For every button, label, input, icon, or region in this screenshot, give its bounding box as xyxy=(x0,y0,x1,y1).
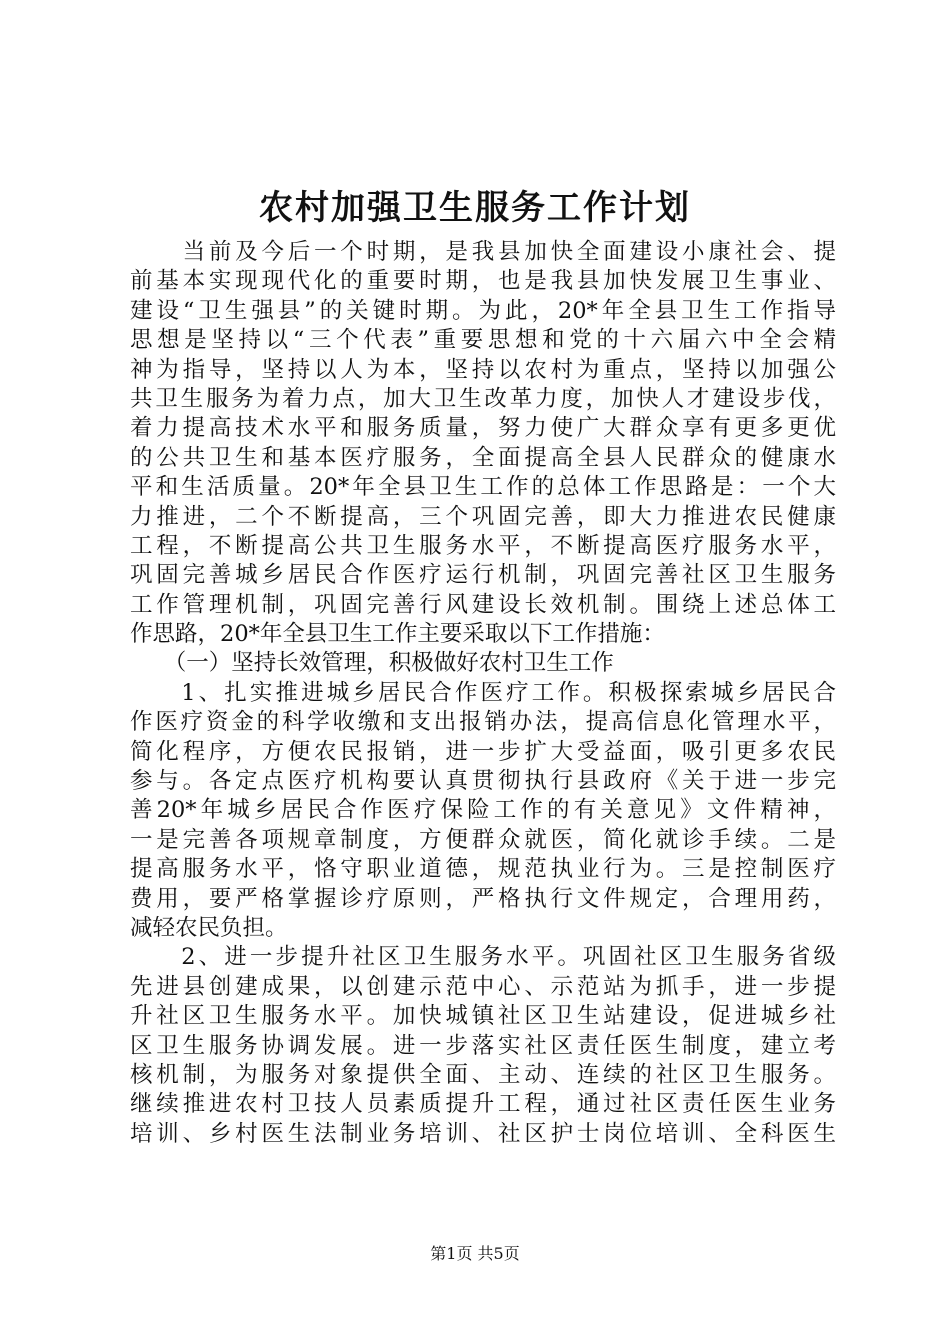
text-line: 培训、乡村医生法制业务培训、社区护士岗位培训、全科医生 xyxy=(130,1120,836,1147)
text-line: 着力提高技术水平和服务质量，努力使广大群众享有更多更优 xyxy=(130,415,836,442)
text-line: 2、进一步提升社区卫生服务水平。巩固社区卫生服务省级 xyxy=(130,944,836,971)
text-line: 作思路，20*年全县卫生工作主要采取以下工作措施： xyxy=(130,621,665,648)
text-line: 力推进，二个不断提高，三个巩固完善，即大力推进农民健康 xyxy=(130,503,836,530)
text-line: 的公共卫生和基本医疗服务，全面提高全县人民群众的健康水 xyxy=(130,444,836,471)
text-line: 前基本实现现代化的重要时期，也是我县加快发展卫生事业、 xyxy=(130,268,836,295)
text-line: 作医疗资金的科学收缴和支出报销办法，提高信息化管理水平， xyxy=(130,709,836,736)
text-line: 一是完善各项规章制度，方便群众就医，简化就诊手续。二是 xyxy=(130,826,836,853)
text-line: 升社区卫生服务水平。加快城镇社区卫生站建设，促进城乡社 xyxy=(130,1003,836,1030)
text-line: 继续推进农村卫技人员素质提升工程，通过社区责任医生业务 xyxy=(130,1091,836,1118)
text-line: 巩固完善城乡居民合作医疗运行机制，巩固完善社区卫生服务 xyxy=(130,562,836,589)
text-line: 参与。各定点医疗机构要认真贯彻执行县政府《关于进一步完 xyxy=(130,768,836,795)
text-line: 当前及今后一个时期，是我县加快全面建设小康社会、提 xyxy=(130,239,836,265)
text-line: 费用，要严格掌握诊疗原则，严格执行文件规定，合理用药， xyxy=(130,885,836,912)
text-line: 思想是坚持以“三个代表”重要思想和党的十六届六中全会精 xyxy=(130,327,836,354)
text-line: 简化程序，方便农民报销，进一步扩大受益面，吸引更多农民 xyxy=(130,738,836,765)
text-line: 减轻农民负担。 xyxy=(130,914,288,941)
text-line: 平和生活质量。20*年全县卫生工作的总体工作思路是：一个大 xyxy=(130,474,836,501)
text-line: 共卫生服务为着力点，加大卫生改革力度，加快人才建设步伐， xyxy=(130,385,836,412)
section-heading: （一）坚持长效管理，积极做好农村卫生工作 xyxy=(130,650,614,677)
document-body xyxy=(130,238,836,1149)
text-line: 1、扎实推进城乡居民合作医疗工作。积极探索城乡居民合 xyxy=(130,679,836,706)
text-line: 区卫生服务协调发展。进一步落实社区责任医生制度，建立考 xyxy=(130,1032,836,1059)
text-line: 建设“卫生强县”的关键时期。为此，20*年全县卫生工作指导 xyxy=(130,297,836,324)
text-line: 先进县创建成果，以创建示范中心、示范站为抓手，进一步提 xyxy=(130,973,836,1000)
text-line: 核机制，为服务对象提供全面、主动、连续的社区卫生服务。 xyxy=(130,1061,836,1088)
text-line: 提高服务水平，恪守职业道德，规范执业行为。三是控制医疗 xyxy=(130,856,836,883)
page-footer: 第1页 共5页 xyxy=(430,1244,520,1263)
text-line: 工程，不断提高公共卫生服务水平，不断提高医疗服务水平， xyxy=(130,532,836,559)
document-title: 农村加强卫生服务工作计划 xyxy=(259,188,691,228)
text-line: 善20*年城乡居民合作医疗保险工作的有关意见》文件精神， xyxy=(130,797,836,824)
text-line: 神为指导，坚持以人为本，坚持以农村为重点，坚持以加强公 xyxy=(130,356,836,383)
text-line: 工作管理机制，巩固完善行风建设长效机制。围绕上述总体工 xyxy=(130,591,836,618)
